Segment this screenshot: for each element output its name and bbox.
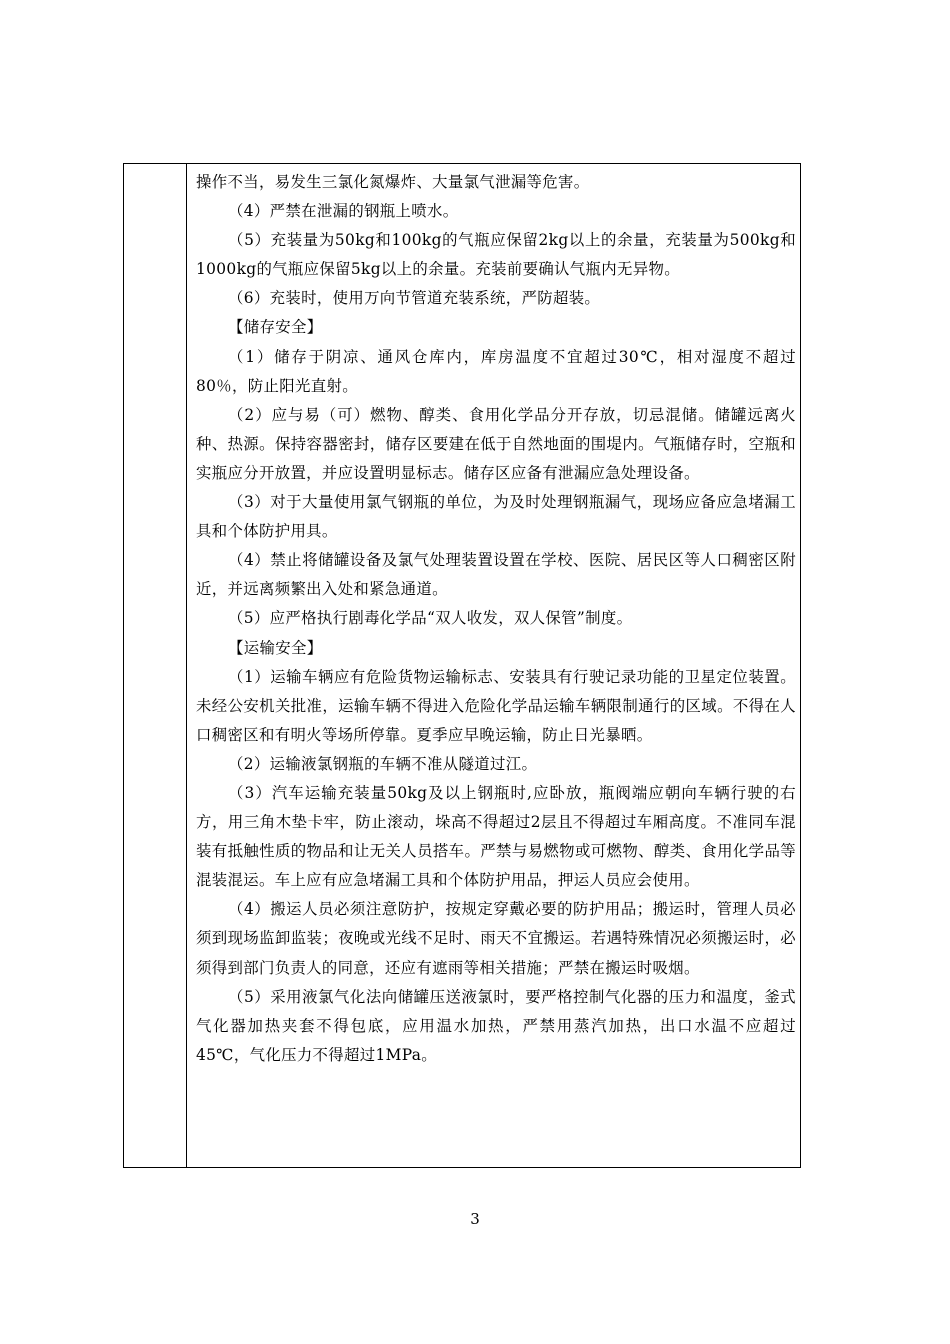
table-content-cell — [196, 168, 796, 1070]
paragraph: （2）运输液氯钢瓶的车辆不准从隧道过江。 — [228, 754, 538, 773]
paragraph: （4）禁止将储罐设备及氯气处理装置设置在学校、医院、居民区等人口稠密区附近，并远离频繁出入处和紧急通道。 — [196, 551, 796, 599]
table-left-column — [124, 164, 187, 1167]
paragraph: （3）对于大量使用氯气钢瓶的单位，为及时处理钢瓶漏气，现场应备应急堵漏工具和个体防护用具。 — [196, 493, 796, 541]
page-number: 3 — [470, 1210, 480, 1228]
content-table — [123, 163, 801, 1168]
paragraph: 操作不当，易发生三氯化氮爆炸、大量氯气泄漏等危害。 — [196, 173, 590, 191]
paragraph: （4）搬运人员必须注意防护，按规定穿戴必要的防护用品；搬运时，管理人员必须到现场监卸监装；夜晚或光线不足时、雨天不宜搬运。若遇特殊情况必须搬运时，必须得到部门负责人的同意，还应有遮雨等相关措施；严禁在搬运时吸烟。 — [196, 900, 796, 977]
paragraph: （4）严禁在泄漏的钢瓶上喷水。 — [228, 202, 459, 221]
section-heading-storage: 【储存安全】 — [228, 318, 323, 337]
paragraph: （1）运输车辆应有危险货物运输标志、安装具有行驶记录功能的卫星定位装置。未经公安机关批准，运输车辆不得进入危险化学品运输车辆限制通行的区域。不得在人口稠密区和有明火等场所停靠。夏季应早晚运输，防止日光暴晒。 — [196, 667, 796, 744]
paragraph: （5）采用液氯气化法向储罐压送液氯时，要严格控制气化器的压力和温度，釜式气化器加热夹套不得包底，应用温水加热，严禁用蒸汽加热，出口水温不应超过45℃，气化压力不得超过1MPa。 — [196, 987, 796, 1064]
paragraph: （3）汽车运输充装量50kg及以上钢瓶时,应卧放，瓶阀端应朝向车辆行驶的右方，用三角木垫卡牢，防止滚动，垛高不得超过2层且不得超过车厢高度。不准同车混装有抵触性质的物品和让无关人员搭车。严禁与易燃物或可燃物、醇类、食用化学品等混装混运。车上应有应急堵漏工具和个体防护用品，押运人员应会使用。 — [196, 783, 796, 890]
paragraph: （5）应严格执行剧毒化学品“双人收发，双人保管”制度。 — [228, 609, 633, 628]
paragraph: （6）充装时，使用万向节管道充装系统，严防超装。 — [228, 289, 601, 308]
section-heading-transport: 【运输安全】 — [228, 638, 323, 657]
paragraph: （2）应与易（可）燃物、醇类、食用化学品分开存放，切忌混储。储罐远离火种、热源。保持容器密封，储存区要建在低于自然地面的围堤内。气瓶储存时，空瓶和实瓶应分开放置，并应设置明显标志。储存区应备有泄漏应急处理设备。 — [196, 405, 796, 482]
paragraph: （5）充装量为50kg和100kg的气瓶应保留2kg以上的余量，充装量为500kg和1000kg的气瓶应保留5kg以上的余量。充装前要确认气瓶内无异物。 — [196, 231, 796, 279]
paragraph: （1）储存于阴凉、通风仓库内，库房温度不宜超过30℃，相对湿度不超过80％，防止阳光直射。 — [196, 347, 796, 395]
